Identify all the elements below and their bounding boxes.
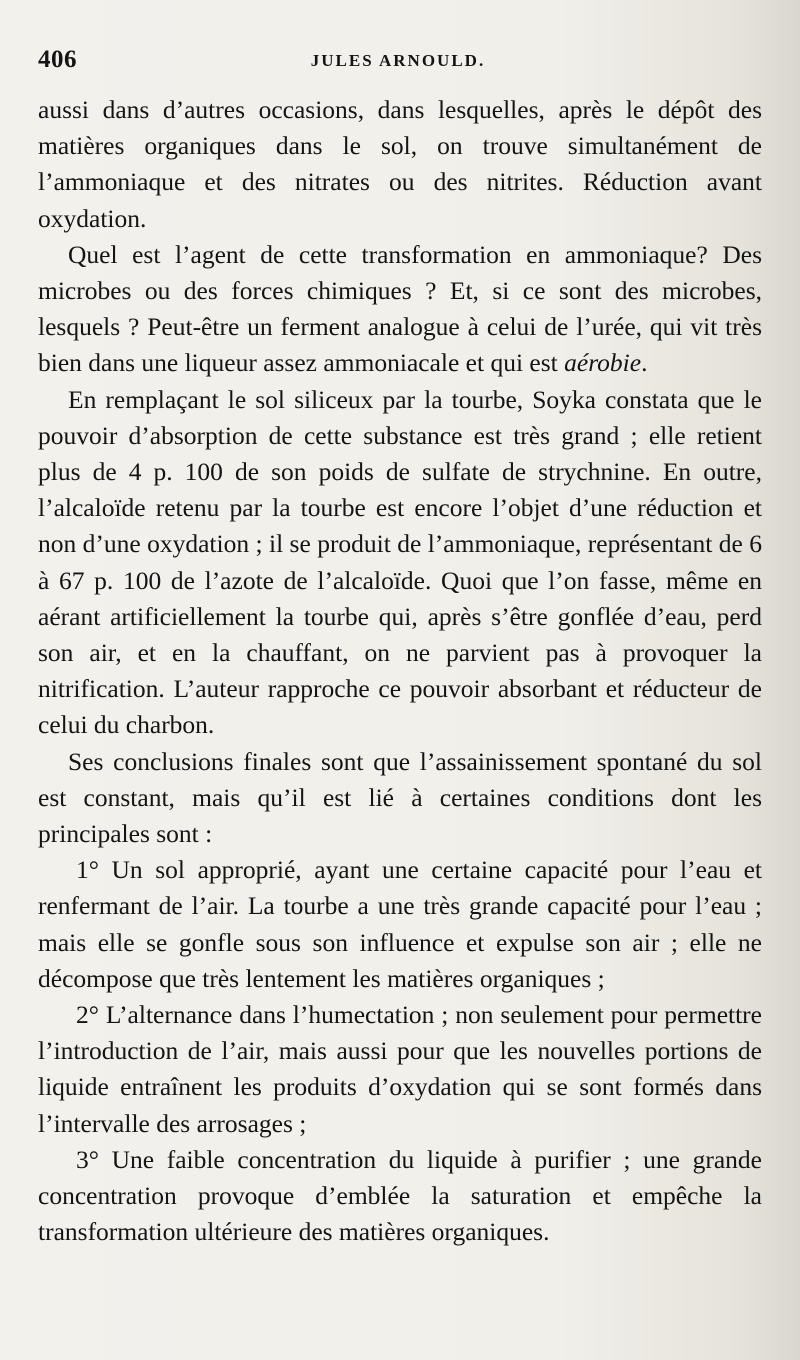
paragraph-agent-question-text: Quel est l’agent de cette transformation en ammoniaque? Des microbes ou des forces chimiques ? Et, si ce sont des microbes, lesquels ? Peut-être un ferment analogue à celui de l’urée, qui vit très bien dans une liqueur assez ammoniacale et qui est <box>38 239 762 378</box>
paragraph-agent-question-end: . <box>641 348 648 378</box>
page-number: 406 <box>38 46 77 73</box>
paragraph-continuation: aussi dans d’autres occasions, dans lesquelles, après le dépôt des matières organiques dans le sol, on trouve simultanément de l’ammoniaque et des nitrates ou des nitrites. Réduction avant oxydation. <box>38 95 762 233</box>
page-header <box>38 46 758 76</box>
list-item-condition-2: 2° L’alternance dans l’humectation ; non seulement pour permettre l’introduction de l’air, mais aussi pour que les nouvelles portions de liquide entraînent les produits d’oxydation qui se sont formés dans l’intervalle des arrosages ; <box>38 1000 762 1138</box>
body-text <box>38 92 762 1251</box>
paragraph-agent-question <box>38 237 762 382</box>
list-item-condition-3: 3° Une faible concentration du liquide à purifier ; une grande concentration provoque d’emblée la saturation et empêche la transformation ultérieure des matières organiques. <box>38 1144 762 1247</box>
list-item-condition-1: 1° Un sol approprié, ayant une certaine capacité pour l’eau et renfermant de l’air. La tourbe a une très grande capacité pour l’eau ; mais elle se gonfle sous son influence et expulse son air ; elle ne décompose que très lentement les matières organiques ; <box>38 855 762 993</box>
italic-term: aérobie <box>564 348 642 378</box>
running-head: JULES ARNOULD. <box>310 51 486 70</box>
paragraph-tourbe: En remplaçant le sol siliceux par la tourbe, Soyka constata que le pouvoir d’absorption de cette substance est très grand ; elle retient plus de 4 p. 100 de son poids de sulfate de strychnine. En outre, l’alcaloïde retenu par la tourbe est encore l’objet d’une réduction et non d’une oxydation ; il se produit de l’ammoniaque, représentant de 6 à 67 p. 100 de l’azote de l’alcaloïde. Quoi que l’on fasse, même en aérant artificiellement la tourbe qui, après s’être gonflée d’eau, perd son air, et en la chauffant, on ne parvient pas à provoquer la nitrification. L’auteur rapproche ce pouvoir absorbant et réducteur de celui du charbon. <box>38 384 762 740</box>
paragraph-conclusions: Ses conclusions finales sont que l’assainissement spontané du sol est constant, mais qu’il est lié à certaines conditions dont les principales sont : <box>38 746 762 849</box>
